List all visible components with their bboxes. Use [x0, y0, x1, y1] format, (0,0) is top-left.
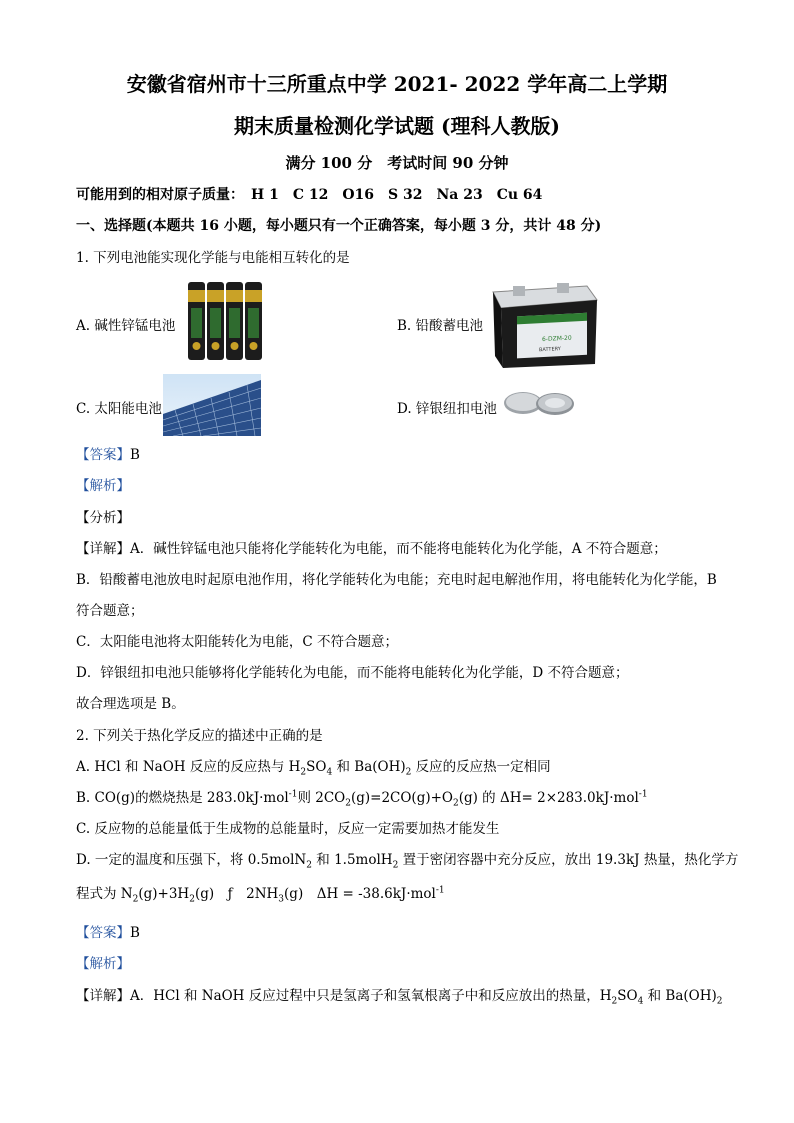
- title-line1: 安徽省宿州市十三所重点中学 2021- 2022 学年高二上学期: [126, 72, 668, 96]
- q2-option-d-line1: D. 一定的温度和压强下，将 0.5molN$_2$ 和 1.5molH$_2$ 置于密闭容器中充分反应，放出 19.3kJ 热量，热化学方: [76, 852, 739, 871]
- q2-analysis-tag: 【解析】: [76, 956, 130, 972]
- q1-detail-4: C．太阳能电池将太阳能转化为电能，C 不符合题意；: [76, 634, 398, 650]
- q2-answer-value: B: [130, 925, 140, 941]
- battery-label-text: BATTERY: [539, 346, 561, 354]
- q1-detail-2: B．铅酸蓄电池放电时起原电池作用，将化学能转化为电能；充电时起电解池作用，将电能转化为化学能，B: [76, 572, 717, 588]
- solar-panel-image: [163, 374, 261, 436]
- q2-answer-line: [76, 921, 140, 941]
- title-line2: 期末质量检测化学试题 (理科人教版): [234, 114, 560, 138]
- exam-meta: 满分 100 分 考试时间 90 分钟: [285, 154, 509, 172]
- q1-option-c: C. 太阳能电池: [76, 401, 162, 417]
- q2-option-b: B. CO(g)的燃烧热是 283.0kJ·mol$^{-1}$则 $2CO_2(g)=2CO(g)+O_2(g)$ 的 ΔH= 2×283.0kJ·mol$^{-1}$: [76, 789, 648, 809]
- q1-detail-3: 符合题意；: [76, 603, 144, 619]
- q2-option-c: C. 反应物的总能量低于生成物的总能量时，反应一定需要加热才能发生: [76, 821, 500, 837]
- q1-detail-5: D．锌银纽扣电池只能够将化学能转化为电能，而不能将电能转化为化学能，D 不符合题意；: [76, 665, 629, 681]
- q1-detail-6: 故合理选项是 B。: [76, 696, 185, 712]
- q1-fenxi-tag: 【分析】: [76, 510, 130, 526]
- alkaline-battery-image: [186, 280, 264, 362]
- q1-analysis-tag: 【解析】: [76, 478, 130, 494]
- q1-option-d: D. 锌银纽扣电池: [397, 401, 497, 417]
- q2-detail-1: 【详解】A．HCl 和 NaOH 反应过程中只是氢离子和氢氧根离子中和反应放出的热量，$H_2SO_4$ 和 $Ba(OH)_2$: [76, 988, 723, 1007]
- q2-stem: 2. 下列关于热化学反应的描述中正确的是: [76, 728, 323, 744]
- q1-answer-value: B: [130, 447, 140, 463]
- q1-option-a: A. 碱性锌锰电池: [76, 318, 176, 334]
- answer-tag: 【答案】: [76, 447, 130, 463]
- lead-acid-battery-image: [487, 272, 599, 370]
- atomic-mass-line: 可能用到的相对原子质量： H 1 C 12 O16 S 32 Na 23 Cu 64: [76, 187, 543, 203]
- detail-tag: 【详解】: [76, 541, 130, 557]
- section-heading: 一、选择题(本题共 16 小题，每小题只有一个正确答案，每小题 3 分，共计 48 分): [76, 218, 602, 234]
- q2-option-a: A. HCl 和 NaOH 反应的反应热与 $H_2SO_4$ 和 $Ba(OH)_2$ 反应的反应热一定相同: [76, 759, 551, 778]
- q1-answer-line: [76, 443, 140, 463]
- answer-tag: 【答案】: [76, 925, 130, 941]
- detail-tag: 【详解】: [76, 988, 130, 1004]
- q2-option-d-line2: 程式为 $N_2(g)+3H_2(g)$ ƒ $2NH_3(g)$ ΔH = -38.6kJ·mol$^{-1}$: [76, 885, 445, 905]
- button-cell-image: [503, 390, 575, 416]
- q1-detail-1: 【详解】A．碱性锌锰电池只能将化学能转化为电能，而不能将电能转化为化学能，A 不符合题意；: [76, 541, 667, 557]
- battery-model-text: 6-DZM-20: [542, 334, 572, 344]
- q1-stem: 1. 下列电池能实现化学能与电能相互转化的是: [76, 250, 350, 266]
- q1-option-b: B. 铅酸蓄电池: [397, 318, 484, 334]
